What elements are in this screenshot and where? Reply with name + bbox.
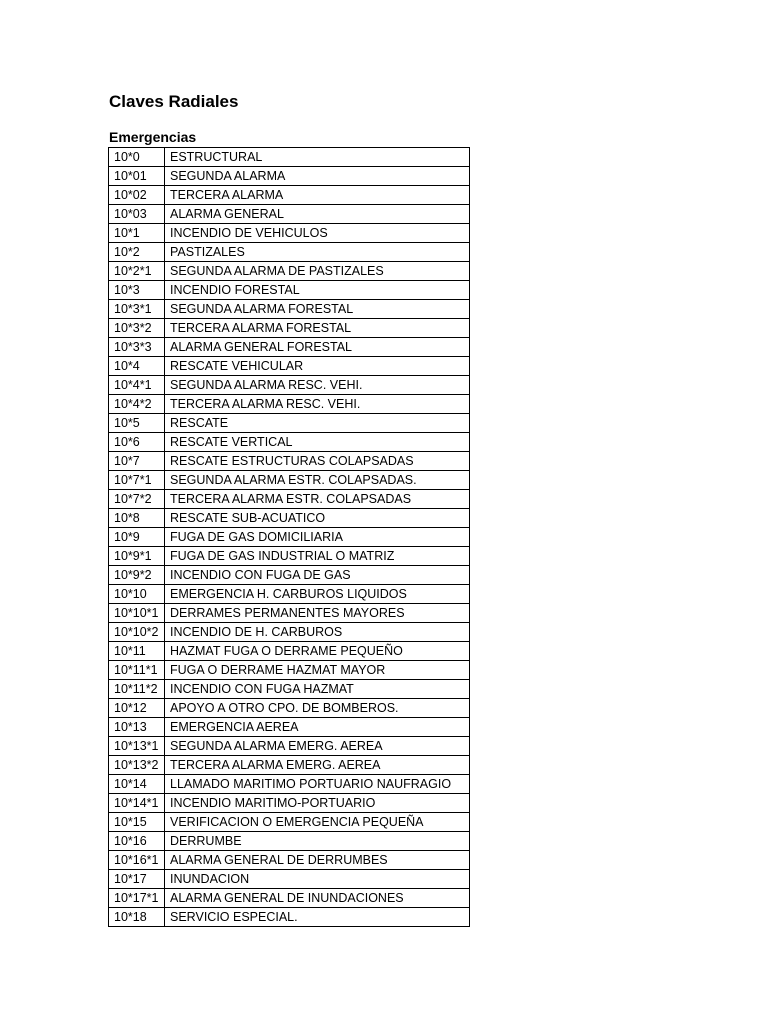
table-row bbox=[109, 718, 470, 737]
table-row bbox=[109, 642, 470, 661]
section-title: Emergencias bbox=[109, 129, 197, 145]
table-row bbox=[109, 794, 470, 813]
code-cell: 10*9 bbox=[109, 528, 165, 547]
table-row bbox=[109, 889, 470, 908]
code-cell: 10*16 bbox=[109, 832, 165, 851]
description-cell: SEGUNDA ALARMA FORESTAL bbox=[165, 300, 470, 319]
description-cell: DERRAMES PERMANENTES MAYORES bbox=[165, 604, 470, 623]
table-row bbox=[109, 452, 470, 471]
description-cell: RESCATE ESTRUCTURAS COLAPSADAS bbox=[165, 452, 470, 471]
table-row bbox=[109, 623, 470, 642]
table-row bbox=[109, 832, 470, 851]
description-cell: RESCATE SUB-ACUATICO bbox=[165, 509, 470, 528]
description-cell: DERRUMBE bbox=[165, 832, 470, 851]
table-row bbox=[109, 756, 470, 775]
description-cell: INCENDIO DE VEHICULOS bbox=[165, 224, 470, 243]
table-row bbox=[109, 775, 470, 794]
table-row bbox=[109, 509, 470, 528]
table-row bbox=[109, 395, 470, 414]
description-cell: ALARMA GENERAL DE INUNDACIONES bbox=[165, 889, 470, 908]
description-cell: APOYO A OTRO CPO. DE BOMBEROS. bbox=[165, 699, 470, 718]
description-cell: SEGUNDA ALARMA RESC. VEHI. bbox=[165, 376, 470, 395]
code-cell: 10*2 bbox=[109, 243, 165, 262]
description-cell: FUGA O DERRAME HAZMAT MAYOR bbox=[165, 661, 470, 680]
code-cell: 10*12 bbox=[109, 699, 165, 718]
description-cell: RESCATE VEHICULAR bbox=[165, 357, 470, 376]
description-cell: ALARMA GENERAL bbox=[165, 205, 470, 224]
code-cell: 10*13 bbox=[109, 718, 165, 737]
description-cell: INCENDIO CON FUGA DE GAS bbox=[165, 566, 470, 585]
table-row bbox=[109, 699, 470, 718]
description-cell: SERVICIO ESPECIAL. bbox=[165, 908, 470, 927]
description-cell: ESTRUCTURAL bbox=[165, 148, 470, 167]
code-cell: 10*9*2 bbox=[109, 566, 165, 585]
table-row bbox=[109, 167, 470, 186]
code-cell: 10*0 bbox=[109, 148, 165, 167]
code-cell: 10*7*2 bbox=[109, 490, 165, 509]
code-cell: 10*17 bbox=[109, 870, 165, 889]
table-row bbox=[109, 604, 470, 623]
code-cell: 10*10*1 bbox=[109, 604, 165, 623]
description-cell: INCENDIO DE H. CARBUROS bbox=[165, 623, 470, 642]
code-cell: 10*11*2 bbox=[109, 680, 165, 699]
description-cell: FUGA DE GAS INDUSTRIAL O MATRIZ bbox=[165, 547, 470, 566]
description-cell: EMERGENCIA H. CARBUROS LIQUIDOS bbox=[165, 585, 470, 604]
table-row bbox=[109, 471, 470, 490]
table-row bbox=[109, 851, 470, 870]
code-cell: 10*1 bbox=[109, 224, 165, 243]
table-row bbox=[109, 319, 470, 338]
radio-codes-table-body bbox=[109, 148, 470, 927]
code-cell: 10*5 bbox=[109, 414, 165, 433]
code-cell: 10*2*1 bbox=[109, 262, 165, 281]
code-cell: 10*02 bbox=[109, 186, 165, 205]
code-cell: 10*3*1 bbox=[109, 300, 165, 319]
code-cell: 10*13*2 bbox=[109, 756, 165, 775]
table-row bbox=[109, 357, 470, 376]
code-cell: 10*8 bbox=[109, 509, 165, 528]
code-cell: 10*18 bbox=[109, 908, 165, 927]
code-cell: 10*10*2 bbox=[109, 623, 165, 642]
code-cell: 10*17*1 bbox=[109, 889, 165, 908]
table-row bbox=[109, 338, 470, 357]
code-cell: 10*4*2 bbox=[109, 395, 165, 414]
description-cell: EMERGENCIA AEREA bbox=[165, 718, 470, 737]
description-cell: INCENDIO CON FUGA HAZMAT bbox=[165, 680, 470, 699]
code-cell: 10*4 bbox=[109, 357, 165, 376]
table-row bbox=[109, 148, 470, 167]
table-row bbox=[109, 205, 470, 224]
code-cell: 10*6 bbox=[109, 433, 165, 452]
code-cell: 10*14*1 bbox=[109, 794, 165, 813]
description-cell: INUNDACION bbox=[165, 870, 470, 889]
code-cell: 10*16*1 bbox=[109, 851, 165, 870]
table-row bbox=[109, 490, 470, 509]
description-cell: SEGUNDA ALARMA bbox=[165, 167, 470, 186]
code-cell: 10*15 bbox=[109, 813, 165, 832]
table-row bbox=[109, 870, 470, 889]
description-cell: TERCERA ALARMA EMERG. AEREA bbox=[165, 756, 470, 775]
table-row bbox=[109, 281, 470, 300]
table-row bbox=[109, 376, 470, 395]
description-cell: SEGUNDA ALARMA DE PASTIZALES bbox=[165, 262, 470, 281]
description-cell: ALARMA GENERAL FORESTAL bbox=[165, 338, 470, 357]
code-cell: 10*10 bbox=[109, 585, 165, 604]
code-cell: 10*14 bbox=[109, 775, 165, 794]
code-cell: 10*7 bbox=[109, 452, 165, 471]
description-cell: HAZMAT FUGA O DERRAME PEQUEÑO bbox=[165, 642, 470, 661]
table-row bbox=[109, 813, 470, 832]
table-row bbox=[109, 243, 470, 262]
description-cell: VERIFICACION O EMERGENCIA PEQUEÑA bbox=[165, 813, 470, 832]
code-cell: 10*3*3 bbox=[109, 338, 165, 357]
description-cell: ALARMA GENERAL DE DERRUMBES bbox=[165, 851, 470, 870]
radio-codes-table bbox=[108, 147, 470, 927]
table-row bbox=[109, 661, 470, 680]
description-cell: TERCERA ALARMA RESC. VEHI. bbox=[165, 395, 470, 414]
table-row bbox=[109, 908, 470, 927]
code-cell: 10*11*1 bbox=[109, 661, 165, 680]
table-row bbox=[109, 680, 470, 699]
code-cell: 10*3*2 bbox=[109, 319, 165, 338]
code-cell: 10*4*1 bbox=[109, 376, 165, 395]
table-row bbox=[109, 566, 470, 585]
table-row bbox=[109, 186, 470, 205]
table-row bbox=[109, 262, 470, 281]
code-cell: 10*9*1 bbox=[109, 547, 165, 566]
table-row bbox=[109, 528, 470, 547]
table-row bbox=[109, 585, 470, 604]
table-row bbox=[109, 737, 470, 756]
description-cell: TERCERA ALARMA FORESTAL bbox=[165, 319, 470, 338]
code-cell: 10*11 bbox=[109, 642, 165, 661]
table-row bbox=[109, 224, 470, 243]
description-cell: PASTIZALES bbox=[165, 243, 470, 262]
page-title: Claves Radiales bbox=[109, 92, 239, 111]
description-cell: INCENDIO MARITIMO-PORTUARIO bbox=[165, 794, 470, 813]
description-cell: RESCATE bbox=[165, 414, 470, 433]
description-cell: TERCERA ALARMA bbox=[165, 186, 470, 205]
table-row bbox=[109, 433, 470, 452]
description-cell: LLAMADO MARITIMO PORTUARIO NAUFRAGIO bbox=[165, 775, 470, 794]
code-cell: 10*7*1 bbox=[109, 471, 165, 490]
table-row bbox=[109, 414, 470, 433]
description-cell: SEGUNDA ALARMA ESTR. COLAPSADAS. bbox=[165, 471, 470, 490]
code-cell: 10*3 bbox=[109, 281, 165, 300]
description-cell: TERCERA ALARMA ESTR. COLAPSADAS bbox=[165, 490, 470, 509]
description-cell: INCENDIO FORESTAL bbox=[165, 281, 470, 300]
table-row bbox=[109, 300, 470, 319]
description-cell: SEGUNDA ALARMA EMERG. AEREA bbox=[165, 737, 470, 756]
description-cell: FUGA DE GAS DOMICILIARIA bbox=[165, 528, 470, 547]
table-row bbox=[109, 547, 470, 566]
description-cell: RESCATE VERTICAL bbox=[165, 433, 470, 452]
code-cell: 10*13*1 bbox=[109, 737, 165, 756]
code-cell: 10*03 bbox=[109, 205, 165, 224]
code-cell: 10*01 bbox=[109, 167, 165, 186]
